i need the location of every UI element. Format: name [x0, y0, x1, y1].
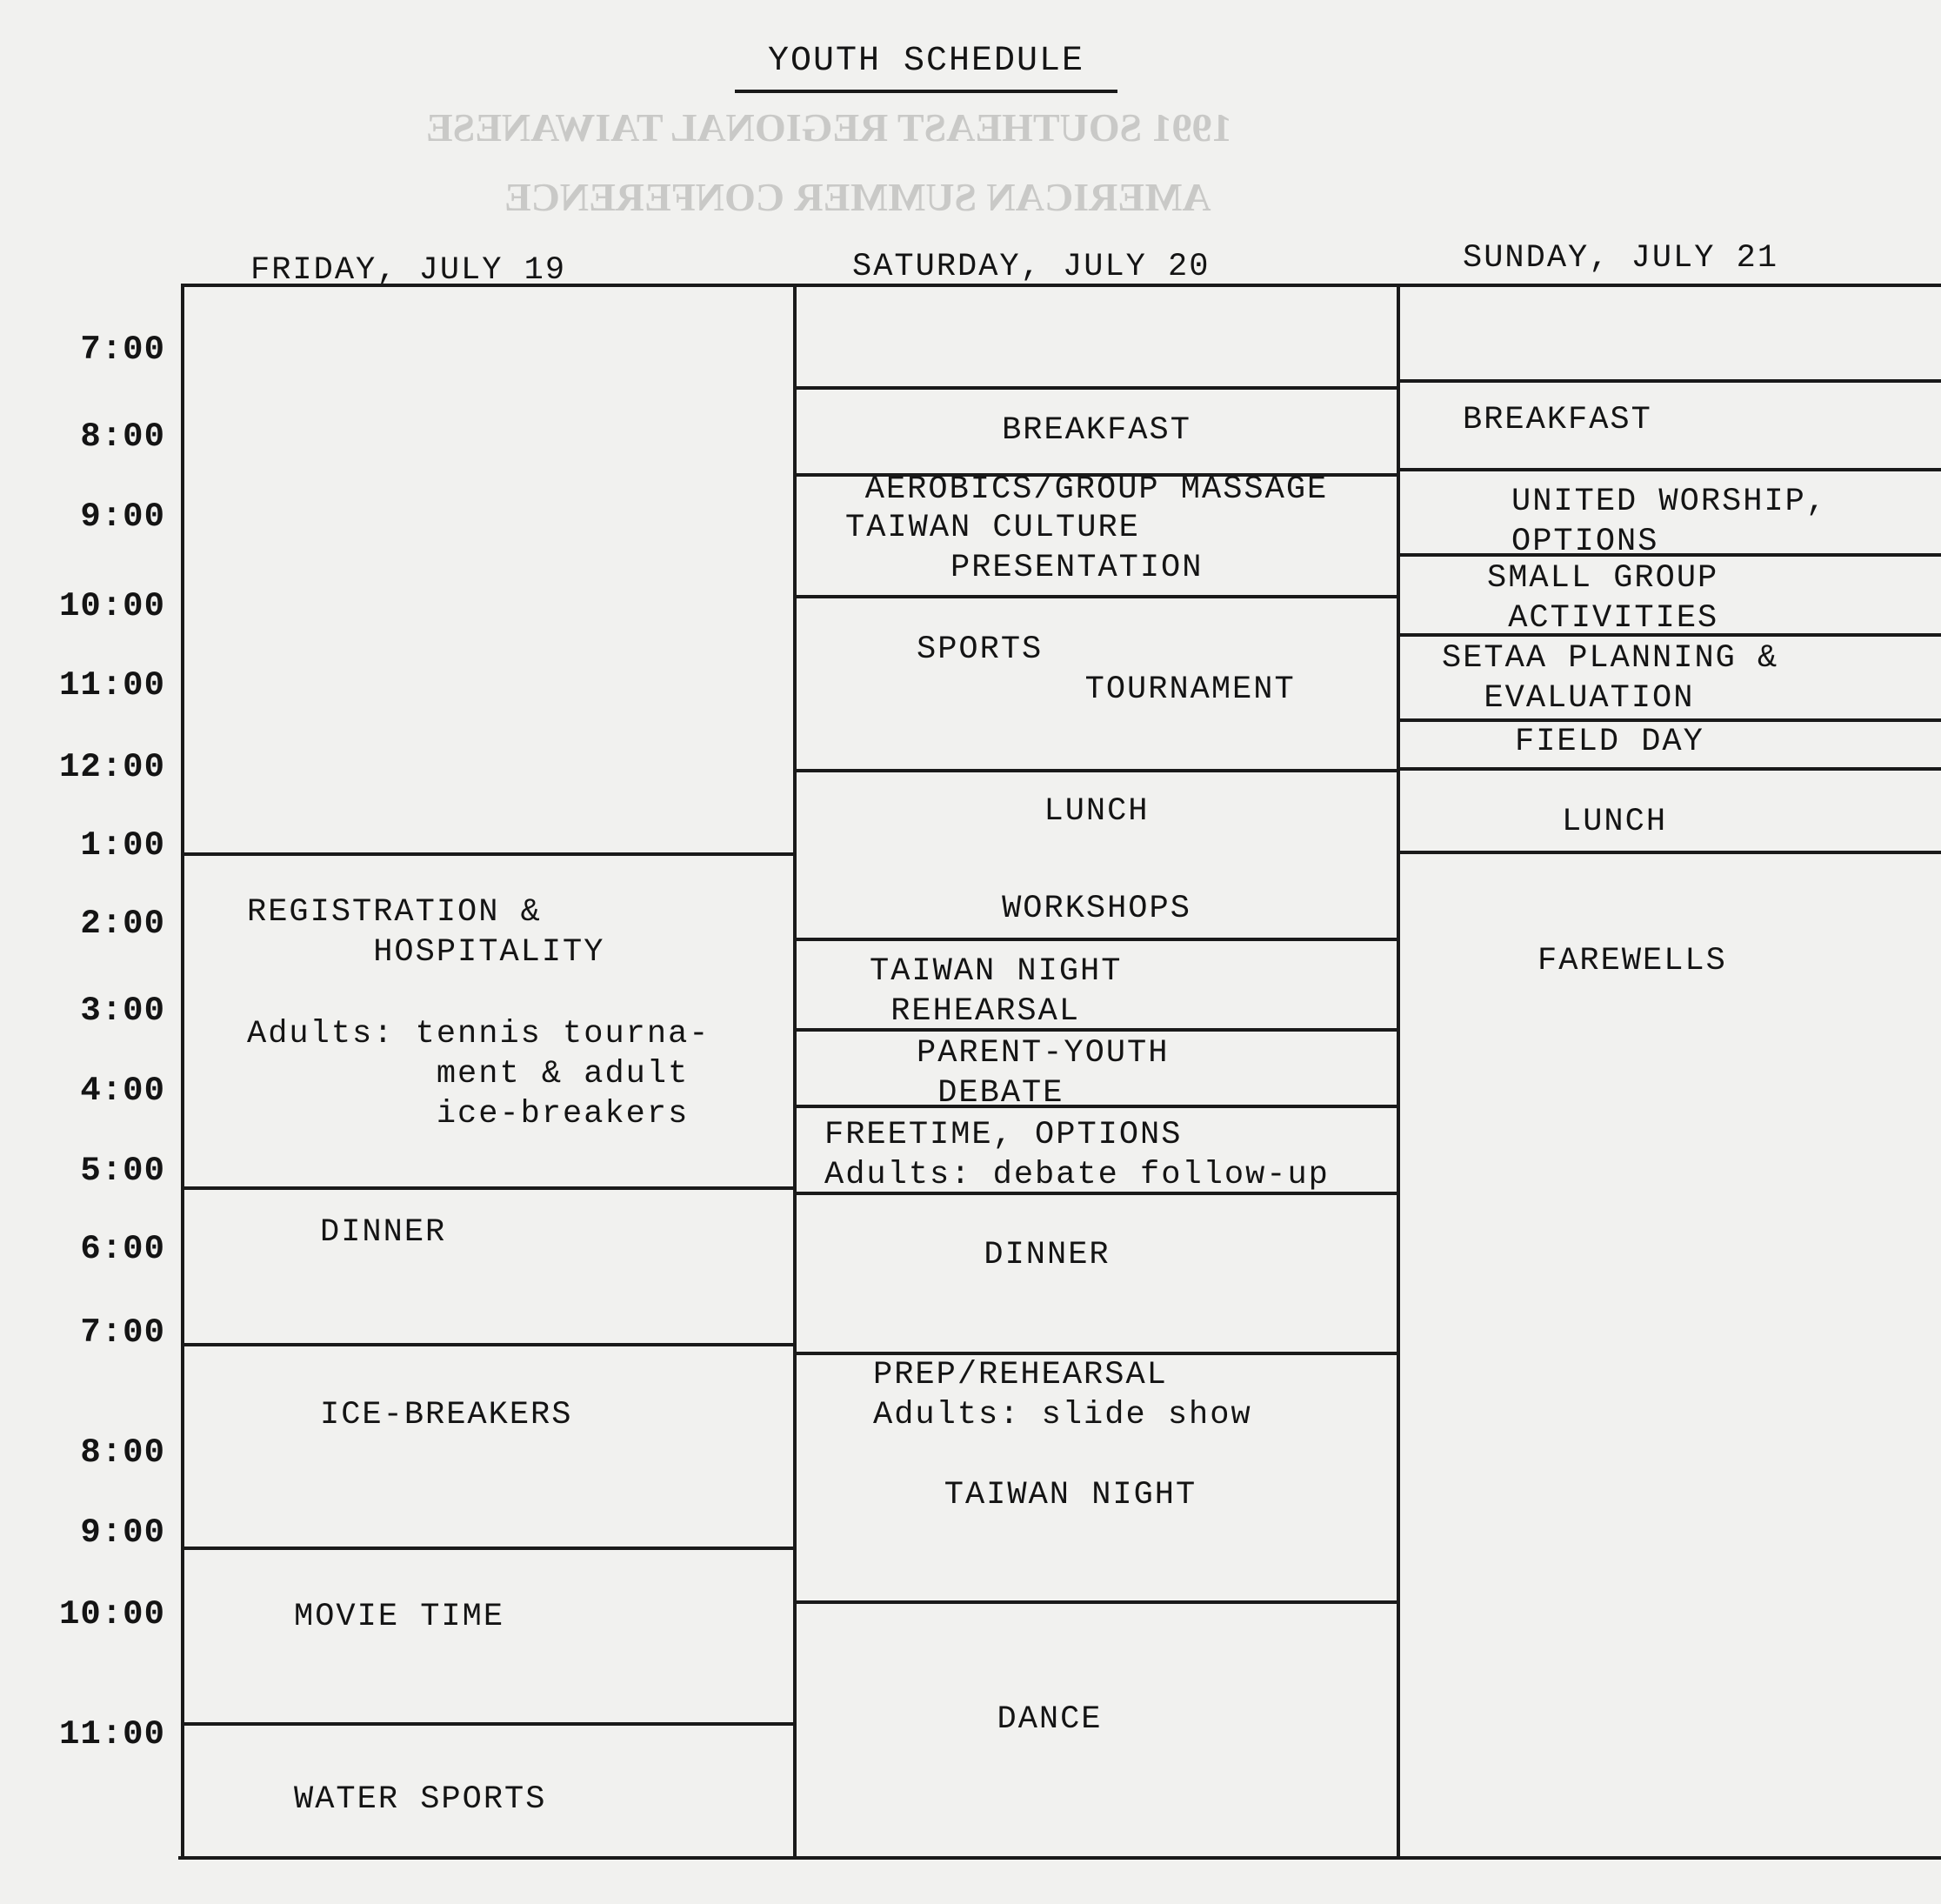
- sunday-row-divider: [1398, 767, 1941, 771]
- friday-event-dinner: DINNER: [320, 1214, 447, 1251]
- time-label: 9:00: [80, 498, 165, 536]
- saturday-event-taiwan-night-rehearsal: TAIWAN NIGHT REHEARSAL: [870, 953, 1123, 1030]
- sunday-event-setaa-planning: SETAA PLANNING & EVALUATION: [1442, 640, 1779, 717]
- sunday-row-divider: [1398, 851, 1941, 854]
- bleed-through-ghost-text: 1991 SOUTHEAST REGIONAL TAIWANESE: [426, 105, 1232, 150]
- friday-row-divider: [183, 1343, 795, 1346]
- saturday-event-sports-tournament: SPORTS TOURNAMENT: [917, 631, 1296, 708]
- friday-event-water-sports: WATER SPORTS: [294, 1781, 547, 1818]
- time-label: 4:00: [80, 1072, 165, 1110]
- sunday-event-breakfast: BREAKFAST: [1463, 402, 1652, 438]
- sunday-event-united-worship: UNITED WORSHIP, OPTIONS: [1511, 484, 1828, 560]
- time-label: 7:00: [80, 1313, 165, 1352]
- friday-event-movie-time: MOVIE TIME: [294, 1599, 505, 1635]
- friday-row-divider: [183, 1186, 795, 1190]
- grid-bottom-border: [178, 1856, 1941, 1860]
- saturday-event-parent-youth-debate: PARENT-YOUTH DEBATE: [917, 1035, 1170, 1112]
- saturday-row-divider: [795, 386, 1398, 390]
- time-label: 8:00: [80, 1433, 165, 1472]
- time-label: 6:00: [80, 1230, 165, 1268]
- time-label: 5:00: [80, 1152, 165, 1190]
- saturday-event-breakfast: BREAKFAST: [1002, 412, 1191, 449]
- saturday-event-prep-rehearsal: PREP/REHEARSAL Adults: slide show: [873, 1357, 1252, 1433]
- friday-event-registration: REGISTRATION & HOSPITALITY: [247, 894, 605, 971]
- column-divider: [793, 285, 797, 1858]
- saturday-event-lunch: LUNCH: [1044, 793, 1150, 830]
- grid-top-border: [183, 284, 1941, 287]
- time-label: 7:00: [80, 331, 165, 369]
- grid-left-border: [181, 284, 184, 1858]
- bleed-through-ghost-text: AMERICAN SUMMER CONFERENCE: [504, 175, 1211, 219]
- saturday-row-divider: [795, 595, 1398, 598]
- saturday-row-divider: [795, 938, 1398, 941]
- time-label: 12:00: [58, 748, 165, 786]
- day-header-sunday: SUNDAY, JULY 21: [1463, 240, 1779, 277]
- sunday-row-divider: [1398, 468, 1941, 471]
- saturday-row-divider: [795, 769, 1398, 772]
- time-label: 2:00: [80, 905, 165, 943]
- time-label: 8:00: [80, 418, 165, 456]
- page-title: YOUTH SCHEDULE: [735, 42, 1117, 93]
- sunday-event-field-day: FIELD DAY: [1515, 724, 1704, 760]
- column-divider: [1397, 285, 1400, 1858]
- saturday-event-aerobics: AEROBICS/GROUP MASSAGE: [864, 471, 1329, 508]
- time-label: 10:00: [58, 587, 165, 625]
- day-header-saturday: SATURDAY, JULY 20: [852, 249, 1211, 285]
- time-label: 11:00: [58, 1715, 165, 1754]
- day-header-friday: FRIDAY, JULY 19: [250, 252, 567, 289]
- saturday-event-dance: DANCE: [997, 1701, 1103, 1738]
- sunday-event-small-group: SMALL GROUP ACTIVITIES: [1487, 560, 1719, 637]
- sunday-event-farewells: FAREWELLS: [1537, 943, 1727, 979]
- time-label: 1:00: [80, 826, 165, 865]
- sunday-row-divider: [1398, 379, 1941, 383]
- saturday-event-taiwan-culture: TAIWAN CULTURE PRESENTATION: [845, 510, 1204, 586]
- saturday-event-freetime: FREETIME, OPTIONS Adults: debate follow-up: [824, 1117, 1330, 1193]
- time-label: 10:00: [58, 1595, 165, 1633]
- saturday-row-divider: [795, 1600, 1398, 1604]
- friday-row-divider: [183, 1722, 795, 1726]
- friday-row-divider: [183, 852, 795, 856]
- friday-row-divider: [183, 1547, 795, 1550]
- saturday-event-taiwan-night: TAIWAN NIGHT: [944, 1477, 1197, 1513]
- friday-event-adults-tennis: Adults: tennis tourna- ment & adult ice-breakers: [247, 1016, 710, 1132]
- sunday-event-lunch: LUNCH: [1562, 804, 1668, 840]
- time-label: 3:00: [80, 992, 165, 1030]
- saturday-event-workshops: WORKSHOPS: [1002, 891, 1191, 927]
- friday-event-ice-breakers: ICE-BREAKERS: [320, 1397, 573, 1433]
- time-label: 9:00: [80, 1513, 165, 1552]
- saturday-event-dinner: DINNER: [984, 1237, 1111, 1273]
- time-label: 11:00: [58, 666, 165, 705]
